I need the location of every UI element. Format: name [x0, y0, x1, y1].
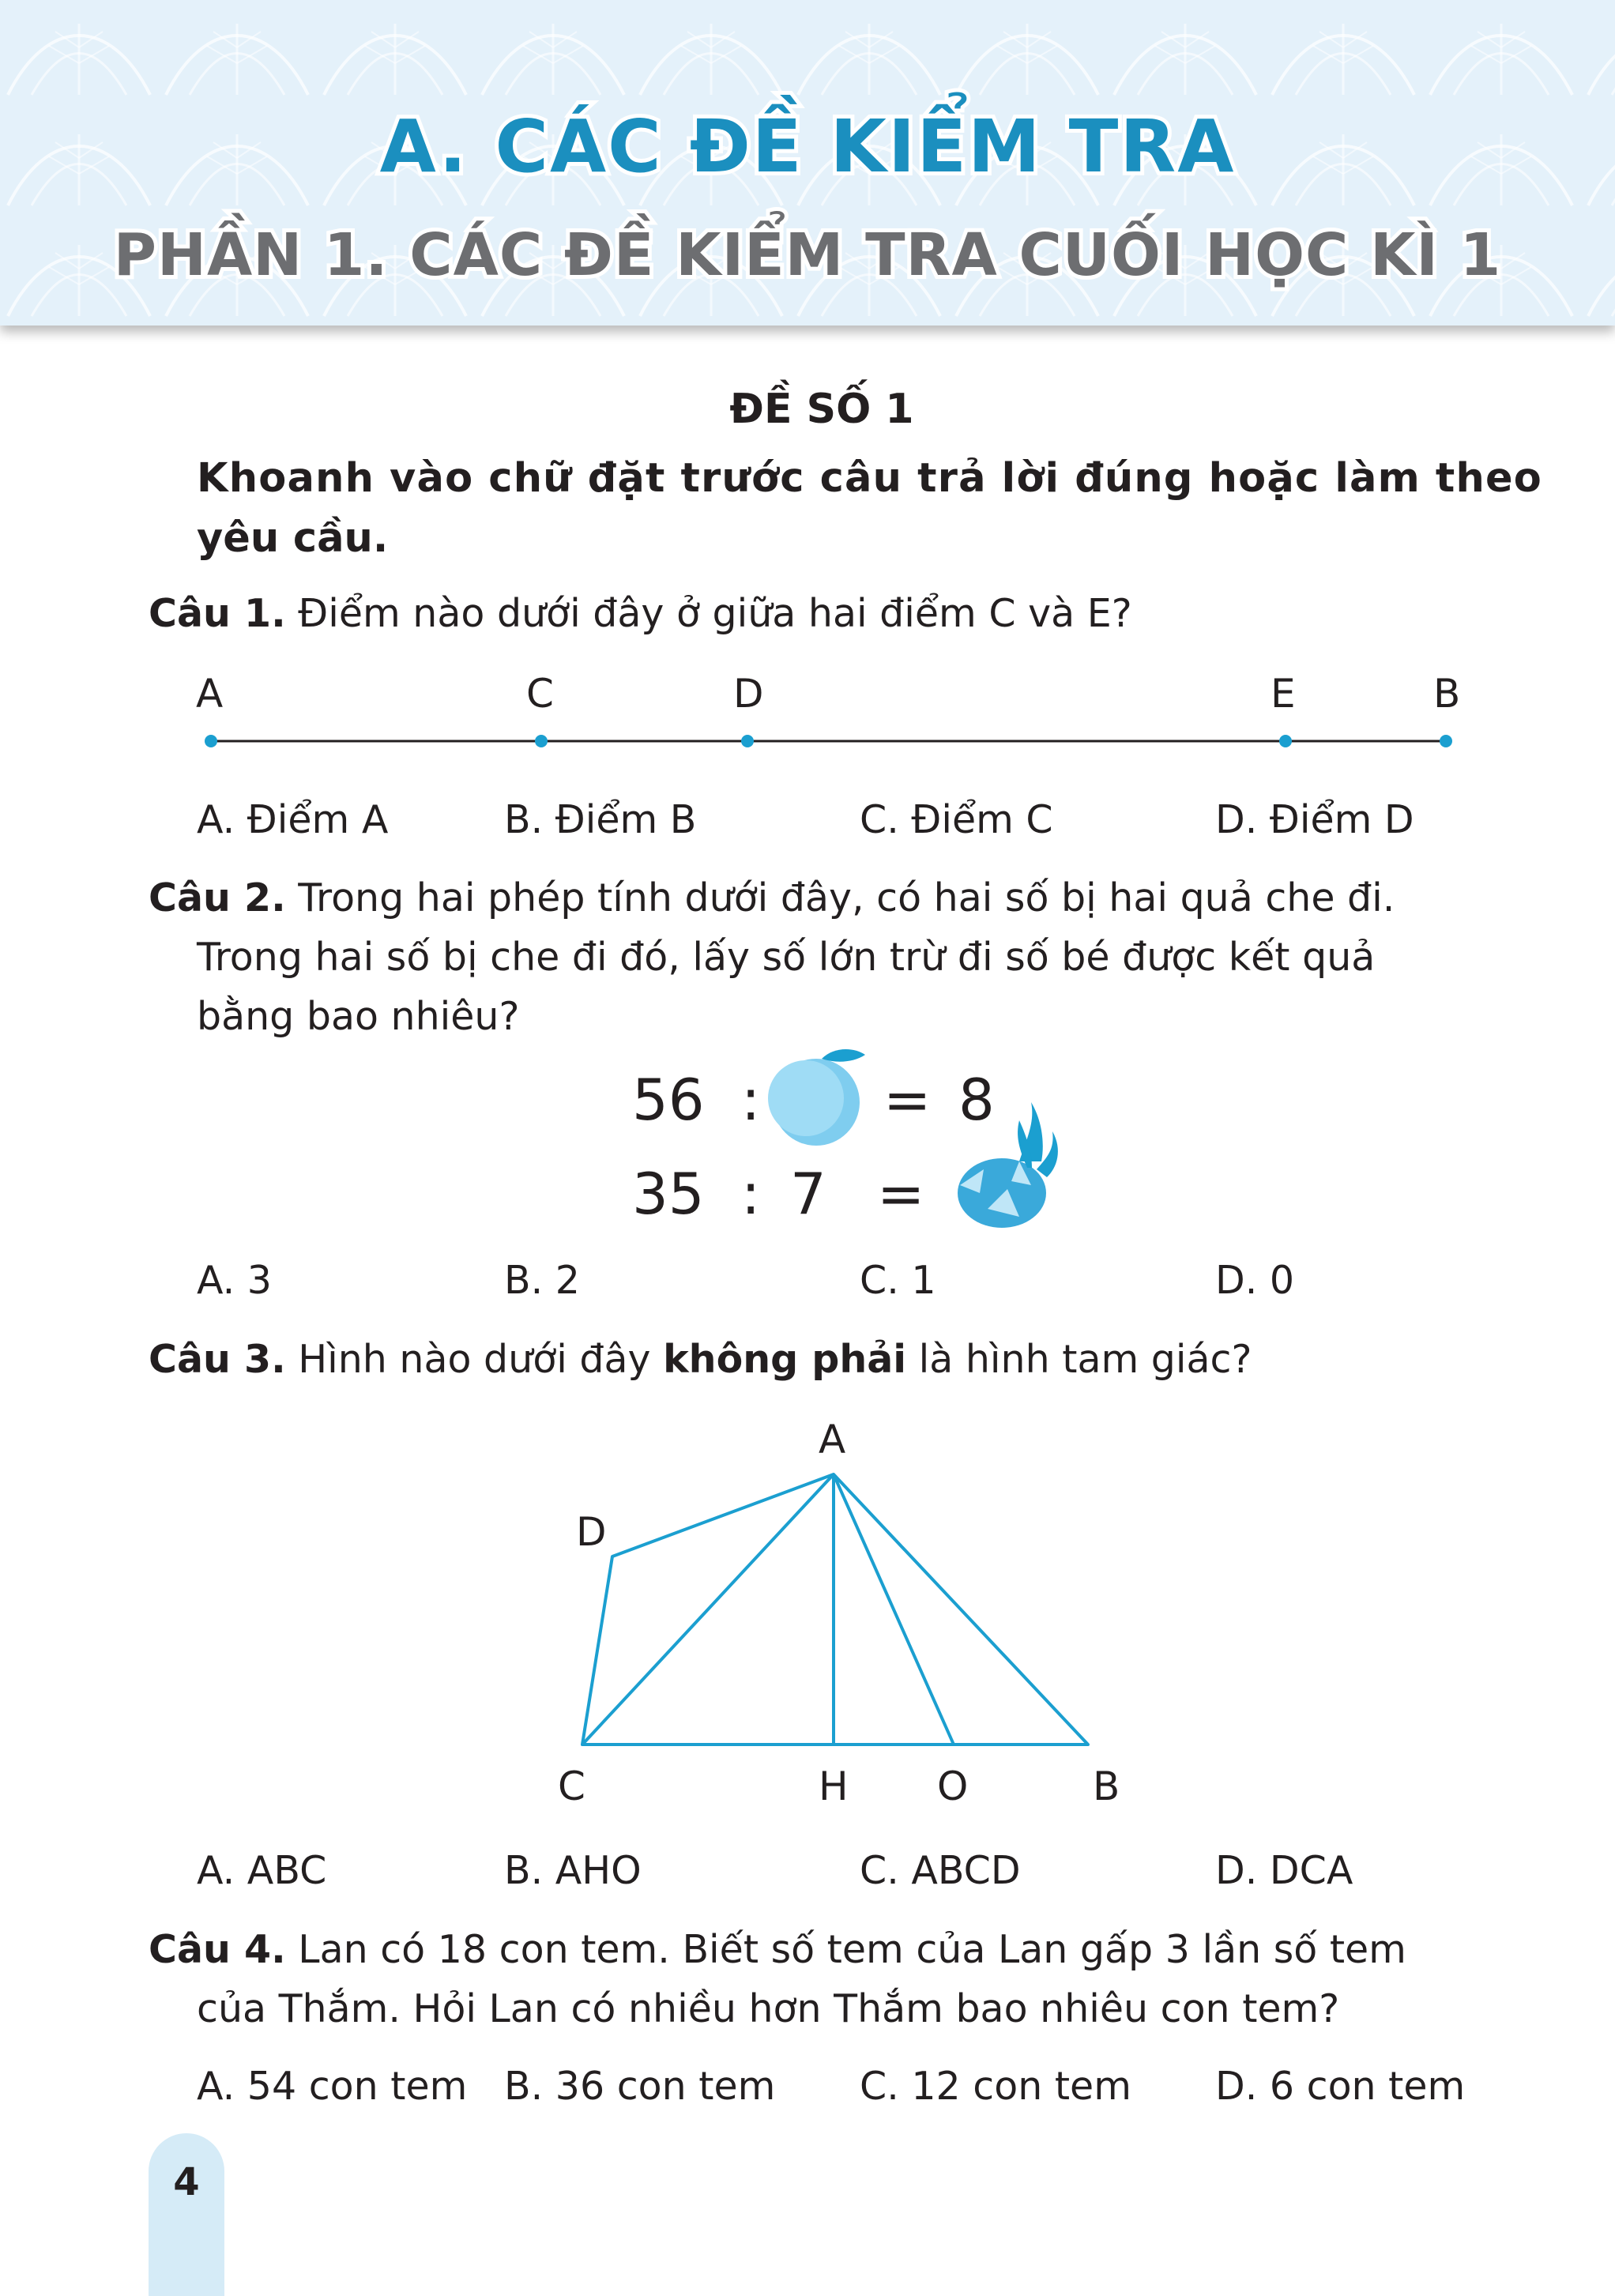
eq2-dividend: 35 [632, 1161, 705, 1227]
vertex-label-b: B [1093, 1763, 1120, 1809]
eq2-divisor: 7 [790, 1161, 826, 1227]
question-emphasis: không phải [663, 1337, 907, 1382]
segment-ac [582, 1474, 834, 1745]
q1-option-c[interactable]: C. Điểm C [860, 797, 1053, 842]
q4-option-c[interactable]: C. 12 con tem [860, 2064, 1131, 2109]
q4-option-b[interactable]: B. 36 con tem [504, 2064, 776, 2109]
question-label: Câu 2. [149, 875, 286, 920]
segment-ao [834, 1474, 954, 1745]
question-text: Điểm nào dưới đây ở giữa hai điểm C và E? [298, 591, 1132, 636]
eq1-operator: : [741, 1067, 761, 1133]
q1-option-b[interactable]: B. Điểm B [504, 797, 697, 842]
eq1-equals: = [883, 1067, 932, 1133]
question-text: Trong hai phép tính dưới đây, có hai số bị hai quả che đi. [298, 875, 1395, 920]
question-2-line-3: bằng bao nhiêu? [197, 994, 520, 1039]
question-text: Lan có 18 con tem. Biết số tem của Lan gấp 3 lần số tem [298, 1927, 1406, 1972]
point-label-e: E [1271, 671, 1296, 717]
question-2-line-2: Trong hai số bị che đi đó, lấy số lớn trừ đi số bé được kết quả [197, 935, 1376, 980]
question-label: Câu 3. [149, 1337, 286, 1382]
instructions-line-2: yêu cầu. [197, 515, 389, 562]
question-4 [149, 1927, 1406, 1972]
q3-option-b[interactable]: B. AHO [504, 1848, 642, 1893]
eq2-operator: : [741, 1161, 761, 1227]
vertex-label-d: D [576, 1509, 607, 1555]
part-title: PHẦN 1. CÁC ĐỀ KIỂM TRA CUỐI HỌC KÌ 1 [113, 221, 1502, 289]
page-number: 4 [173, 2160, 200, 2204]
q4-option-a[interactable]: A. 54 con tem [197, 2064, 468, 2109]
q1-option-d[interactable]: D. Điểm D [1215, 797, 1414, 842]
q3-option-d[interactable]: D. DCA [1215, 1848, 1353, 1893]
q2-option-c[interactable]: C. 1 [860, 1258, 936, 1303]
vertex-label-o: O [937, 1763, 969, 1809]
vertex-label-a: A [819, 1417, 846, 1462]
q3-option-c[interactable]: C. ABCD [860, 1848, 1021, 1893]
q1-option-a[interactable]: A. Điểm A [197, 797, 389, 842]
eq1-result: 8 [958, 1067, 995, 1133]
q4-option-d[interactable]: D. 6 con tem [1215, 2064, 1466, 2109]
eq1-dividend: 56 [632, 1067, 705, 1133]
eq2-equals: = [877, 1161, 925, 1227]
q2-option-a[interactable]: A. 3 [197, 1258, 272, 1303]
question-text: Hình nào dưới đây [298, 1337, 651, 1382]
q3-option-a[interactable]: A. ABC [197, 1848, 327, 1893]
question-text-end: là hình tam giác? [918, 1337, 1252, 1382]
point-label-a: A [196, 671, 224, 717]
question-4-line-2: của Thắm. Hỏi Lan có nhiều hơn Thắm bao nhiêu con tem? [197, 1986, 1340, 2031]
q2-option-b[interactable]: B. 2 [504, 1258, 580, 1303]
vertex-label-h: H [819, 1763, 849, 1809]
vertex-label-c: C [558, 1763, 585, 1809]
section-title: A. CÁC ĐỀ KIỂM TRA [379, 104, 1236, 189]
q2-option-d[interactable]: D. 0 [1215, 1258, 1295, 1303]
instructions-line-1: Khoanh vào chữ đặt trước câu trả lời đúng hoặc làm theo [197, 455, 1543, 502]
test-title: ĐỀ SỐ 1 [729, 386, 914, 433]
point-label-c: C [526, 671, 554, 717]
point-label-b: B [1433, 671, 1461, 717]
point-label-d: D [733, 671, 764, 717]
page-number-tab [149, 2133, 224, 2296]
question-label: Câu 1. [149, 591, 286, 636]
question-label: Câu 4. [149, 1927, 286, 1972]
